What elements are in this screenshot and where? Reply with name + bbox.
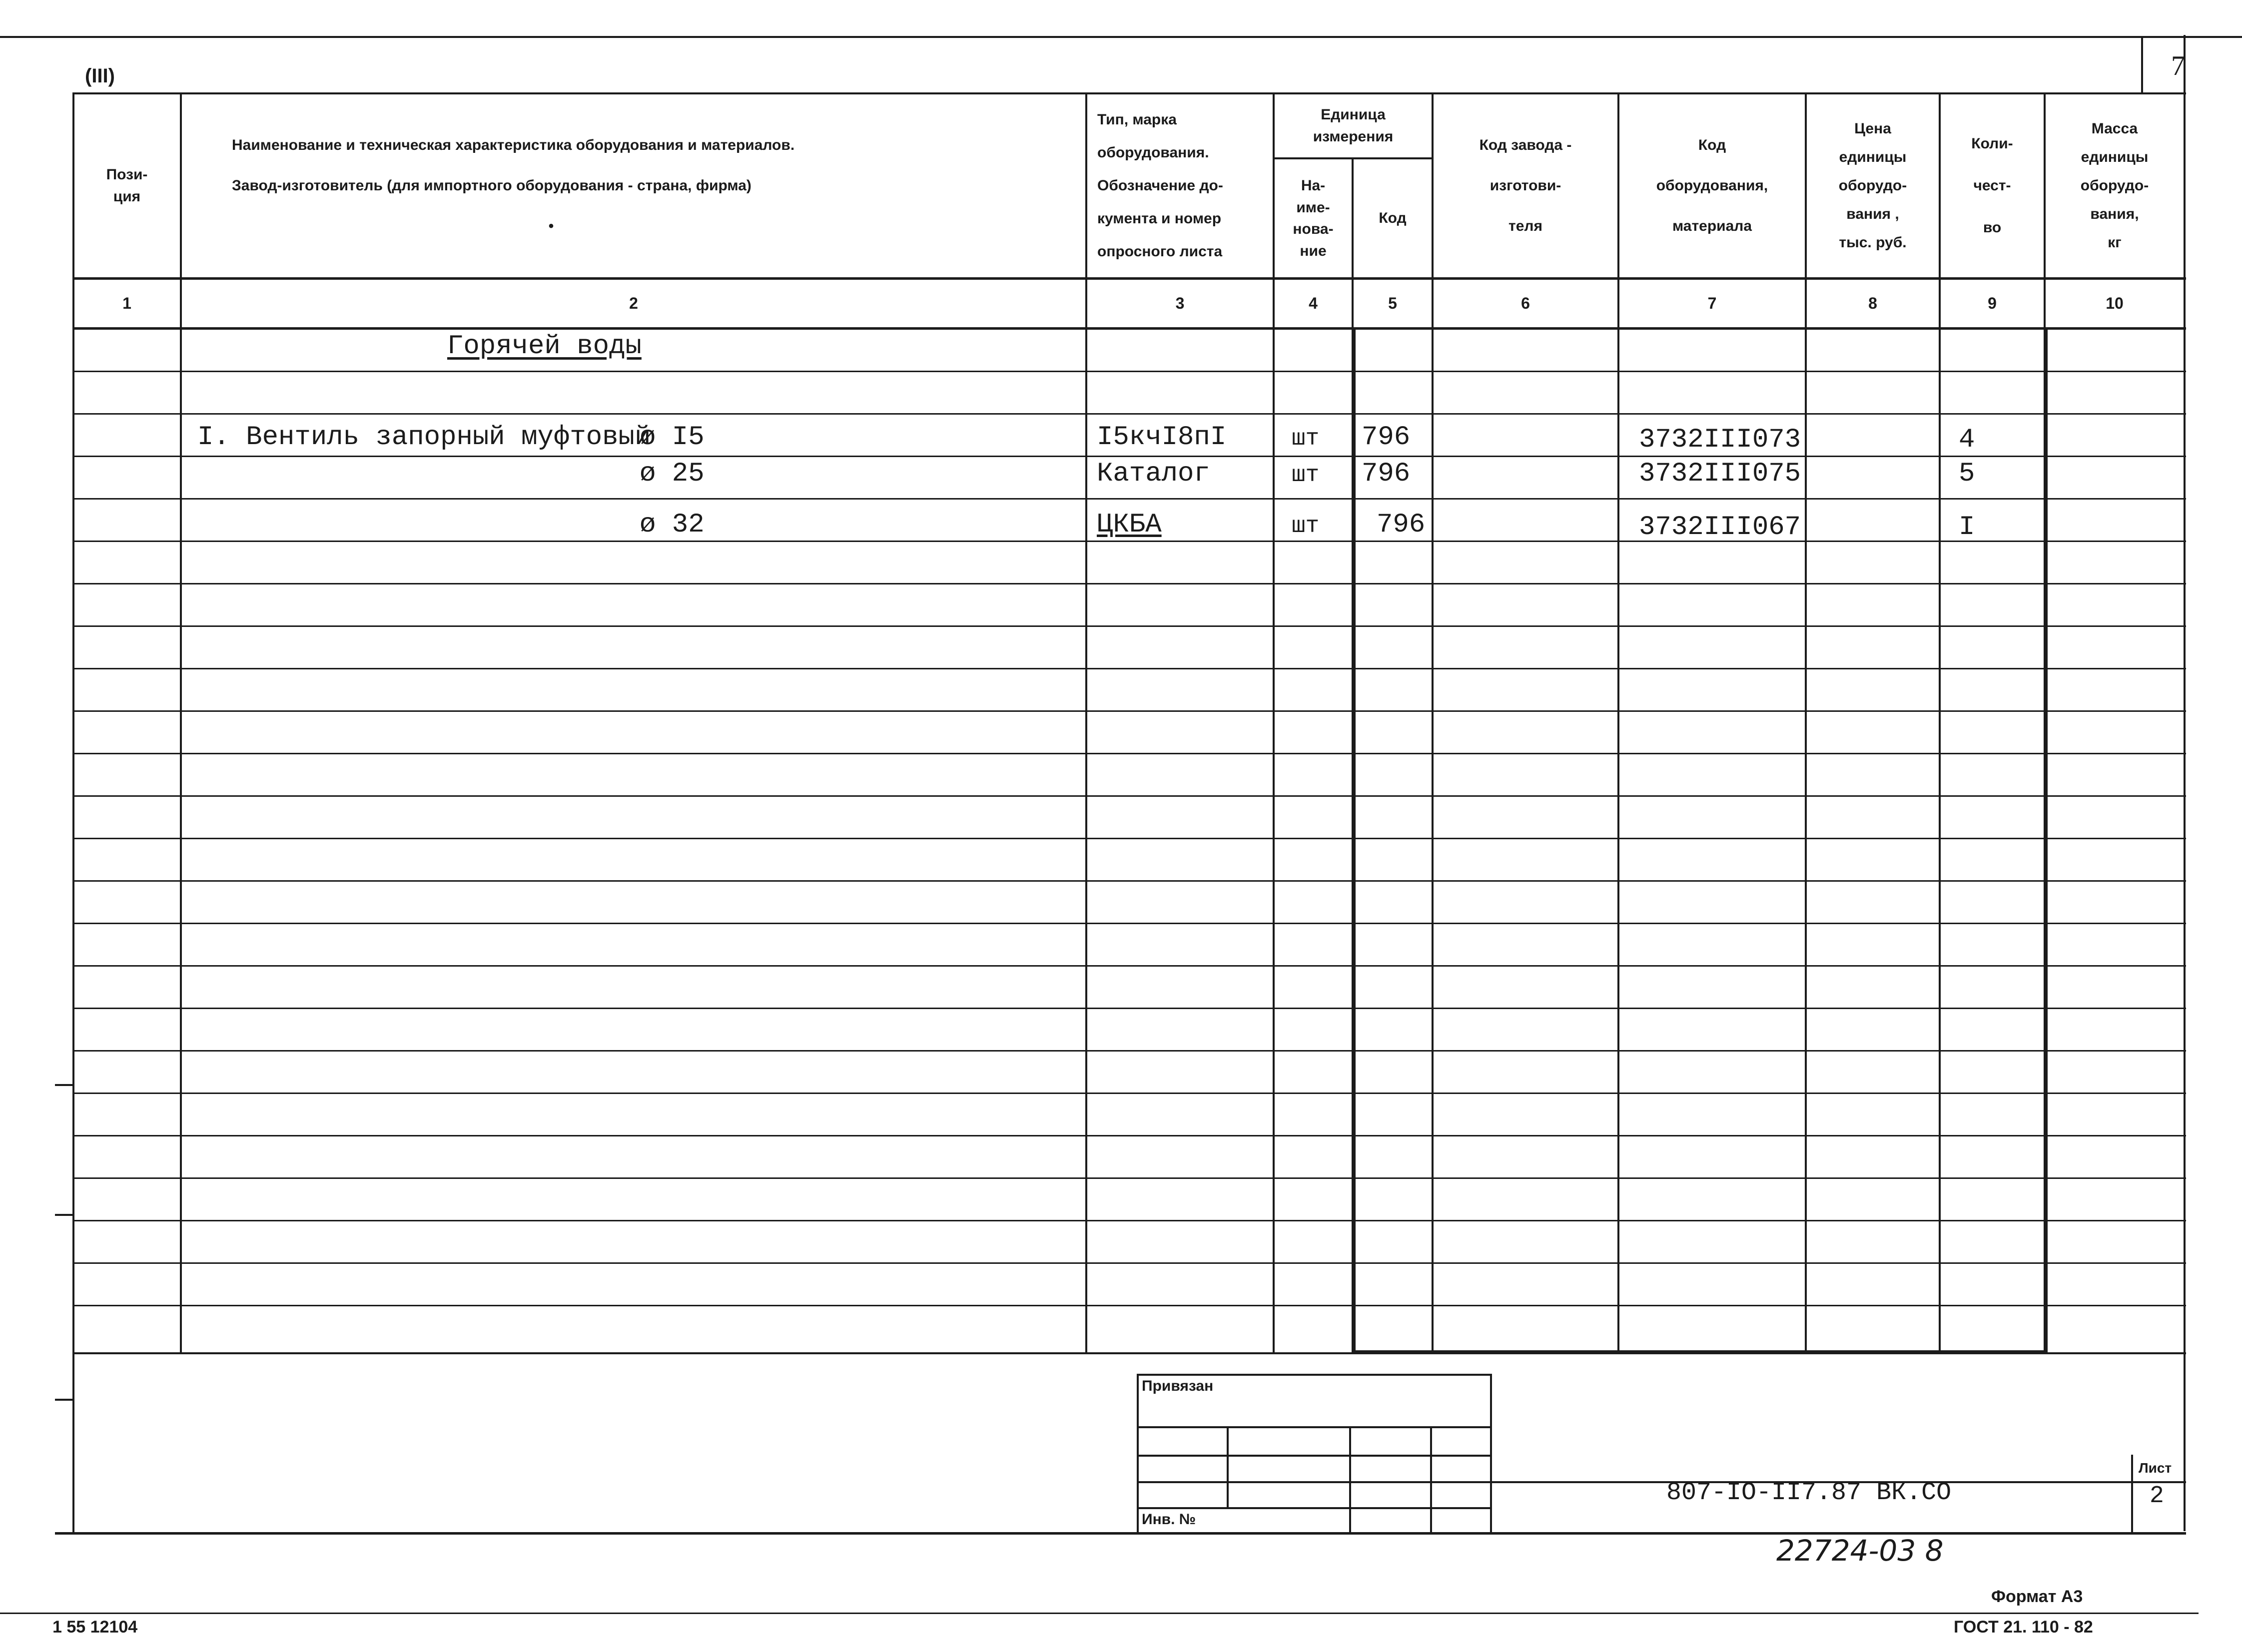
item-name: I. Вентиль запорный муфтовый xyxy=(197,422,651,453)
stamp-line xyxy=(1137,1481,2186,1483)
header-mass-line: единицы xyxy=(2081,149,2149,165)
header-price-line: Цена xyxy=(1854,120,1891,137)
table-row-line xyxy=(72,371,2186,372)
body-bold-left xyxy=(1352,330,1356,1354)
item-equipment-code: 3732III073 xyxy=(1639,425,1801,455)
column-number-9: 9 xyxy=(1988,294,1997,312)
stamp-top-line xyxy=(1137,1374,1492,1376)
header-unit-name xyxy=(1275,159,1352,277)
item-type: I5кчI8пI xyxy=(1097,422,1227,453)
table-row-line xyxy=(72,541,2186,542)
table-row-line xyxy=(72,1262,2186,1264)
header-mass-line: кг xyxy=(2108,234,2122,251)
header-bottom-line xyxy=(72,277,2186,280)
stamp-line xyxy=(1137,1426,1492,1428)
column-number-6: 6 xyxy=(1521,294,1530,312)
column-number-5: 5 xyxy=(1388,294,1397,312)
table-row-line xyxy=(72,795,2186,797)
item-quantity: 4 xyxy=(1959,425,1975,455)
handwritten-number: 22724-03 8 xyxy=(1776,1534,1944,1568)
corner-box-line xyxy=(2141,36,2143,93)
column-number-10: 10 xyxy=(2106,294,2124,312)
header-equipment-code-line: материала xyxy=(1672,218,1752,234)
footer-line xyxy=(0,1613,2199,1614)
header-type-line: кумента и номер xyxy=(1097,210,1222,227)
header-factory-code-line: Код завода - xyxy=(1479,137,1572,153)
header-equipment-code-line: Код xyxy=(1698,137,1726,153)
table-row-line xyxy=(72,1220,2186,1221)
item-unit: шт xyxy=(1292,513,1320,539)
table-row-line xyxy=(72,965,2186,967)
header-factory-code-line: теля xyxy=(1508,218,1542,234)
header-name xyxy=(182,94,1085,277)
gost-label: ГОСТ 21. 110 - 82 xyxy=(1954,1618,2093,1637)
item-quantity: 5 xyxy=(1959,459,1975,489)
table-row-line xyxy=(72,1305,2186,1306)
stamp-divider xyxy=(1430,1426,1432,1534)
item-unit: шт xyxy=(1292,426,1320,452)
header-unit-group-line: измерения xyxy=(1313,128,1394,145)
stamp-line xyxy=(1137,1455,1492,1457)
header-type xyxy=(1087,94,1273,277)
section-title: Горячей воды xyxy=(447,331,642,362)
header-type-line: оборудования. xyxy=(1097,144,1209,161)
header-unit-name-line: име- xyxy=(1296,199,1330,216)
header-quantity xyxy=(1941,94,2044,277)
header-equipment-code-line: оборудования, xyxy=(1656,177,1768,194)
header-mass xyxy=(2046,94,2184,277)
header-price-line: тыс. руб. xyxy=(1839,234,1907,251)
right-border-line xyxy=(2184,35,2186,1531)
header-quantity-line: Коли- xyxy=(1971,135,2013,152)
item-unit: шт xyxy=(1292,462,1320,488)
table-row-line xyxy=(72,1093,2186,1094)
header-price xyxy=(1807,94,1939,277)
item-unit-code: 796 xyxy=(1362,459,1411,489)
header-name-bullet: • xyxy=(548,218,554,234)
table-row-line xyxy=(72,1008,2186,1009)
table-row-line xyxy=(72,1050,2186,1052)
sheet-box-left xyxy=(2131,1455,2133,1532)
margin-tick xyxy=(55,1084,73,1086)
header-price-line: вания , xyxy=(1846,206,1899,222)
header-factory-code-line: изготови- xyxy=(1490,177,1561,194)
header-unit-name-line: ние xyxy=(1300,242,1327,259)
header-unit-name-line: На- xyxy=(1301,177,1326,194)
page-corner-number: 7 xyxy=(2171,50,2185,81)
stamp-divider xyxy=(1227,1426,1229,1507)
header-mass-line: оборудо- xyxy=(2080,177,2149,194)
column-number-4: 4 xyxy=(1309,294,1318,312)
stamp-right-line xyxy=(1490,1374,1492,1534)
header-quantity-line: чест- xyxy=(1973,177,2011,194)
stamp-inv-no: Инв. № xyxy=(1142,1511,1196,1528)
table-row-line xyxy=(72,1177,2186,1179)
header-unit-name-line: нова- xyxy=(1293,221,1334,237)
column-number-1: 1 xyxy=(122,294,131,312)
column-number-7: 7 xyxy=(1707,294,1717,312)
header-name-line: Завод-изготовитель (для импортного оборудования - страна, фирма) xyxy=(232,177,751,194)
table-bottom-line xyxy=(72,1352,2186,1354)
top-border-line xyxy=(0,36,2242,38)
sheet-label: Лист xyxy=(2139,1460,2172,1476)
table-row-line xyxy=(72,753,2186,754)
item-diameter: ø 25 xyxy=(640,459,705,489)
header-position xyxy=(74,94,180,277)
column-number-8: 8 xyxy=(1868,294,1877,312)
header-mass-line: вания, xyxy=(2090,206,2139,222)
item-unit-code: 796 xyxy=(1362,422,1411,453)
sheet-number: 2 xyxy=(2150,1483,2164,1510)
item-unit-code: 796 xyxy=(1377,510,1426,540)
table-row-line xyxy=(72,583,2186,584)
stamp-left-line xyxy=(1137,1374,1139,1534)
item-quantity: I xyxy=(1959,512,1975,543)
header-unit-group xyxy=(1275,94,1432,157)
table-row-line xyxy=(72,413,2186,415)
body-bold-right xyxy=(2044,330,2048,1354)
stamp-line xyxy=(1137,1507,1492,1509)
item-equipment-code: 3732III067 xyxy=(1639,512,1801,543)
header-unit-group-line: Единица xyxy=(1321,106,1386,123)
item-diameter: ø 32 xyxy=(640,510,705,540)
item-type: ЦКБА xyxy=(1097,510,1162,540)
bottom-left-code: 1 55 12104 xyxy=(52,1618,138,1637)
table-row-line xyxy=(72,625,2186,627)
header-quantity-line: во xyxy=(1983,219,2002,236)
header-position-line: ция xyxy=(113,188,141,205)
table-row-line xyxy=(72,923,2186,924)
header-price-line: оборудо- xyxy=(1838,177,1907,194)
corner-mark: (III) xyxy=(85,65,115,87)
table-row-line xyxy=(72,880,2186,882)
table-row-line xyxy=(72,456,2186,457)
stamp-divider xyxy=(1349,1426,1351,1534)
header-mass-line: Масса xyxy=(2091,120,2138,137)
column-number-2: 2 xyxy=(629,294,638,312)
header-factory-code xyxy=(1434,94,1617,277)
header-type-line: опросного листа xyxy=(1097,243,1223,260)
margin-tick xyxy=(55,1214,73,1216)
item-type: Каталог xyxy=(1097,459,1210,489)
document-code: 807-IO-II7.87 ВК.СО xyxy=(1666,1479,1952,1507)
margin-tick xyxy=(55,1399,73,1401)
header-unit-code xyxy=(1354,159,1432,277)
table-row-line xyxy=(72,710,2186,712)
header-position-line: Пози- xyxy=(106,166,148,183)
table-row-line xyxy=(72,498,2186,500)
table-row-line xyxy=(72,668,2186,669)
column-number-3: 3 xyxy=(1175,294,1185,312)
item-diameter: ø I5 xyxy=(640,422,705,453)
header-price-line: единицы xyxy=(1839,149,1907,165)
header-type-line: Обозначение до- xyxy=(1097,177,1223,194)
item-equipment-code: 3732III075 xyxy=(1639,459,1801,489)
header-name-line: Наименование и техническая характеристика оборудования и материалов. xyxy=(232,137,795,153)
stamp-privyazan: Привязан xyxy=(1142,1378,1214,1394)
table-row-line xyxy=(72,838,2186,839)
table-row-line xyxy=(72,1135,2186,1136)
format-label: Формат А3 xyxy=(1991,1587,2083,1606)
header-equipment-code xyxy=(1619,94,1805,277)
header-type-line: Тип, марка xyxy=(1097,111,1177,128)
header-unit-code-line: Код xyxy=(1379,210,1407,227)
colnum-bottom-line xyxy=(72,327,2186,330)
